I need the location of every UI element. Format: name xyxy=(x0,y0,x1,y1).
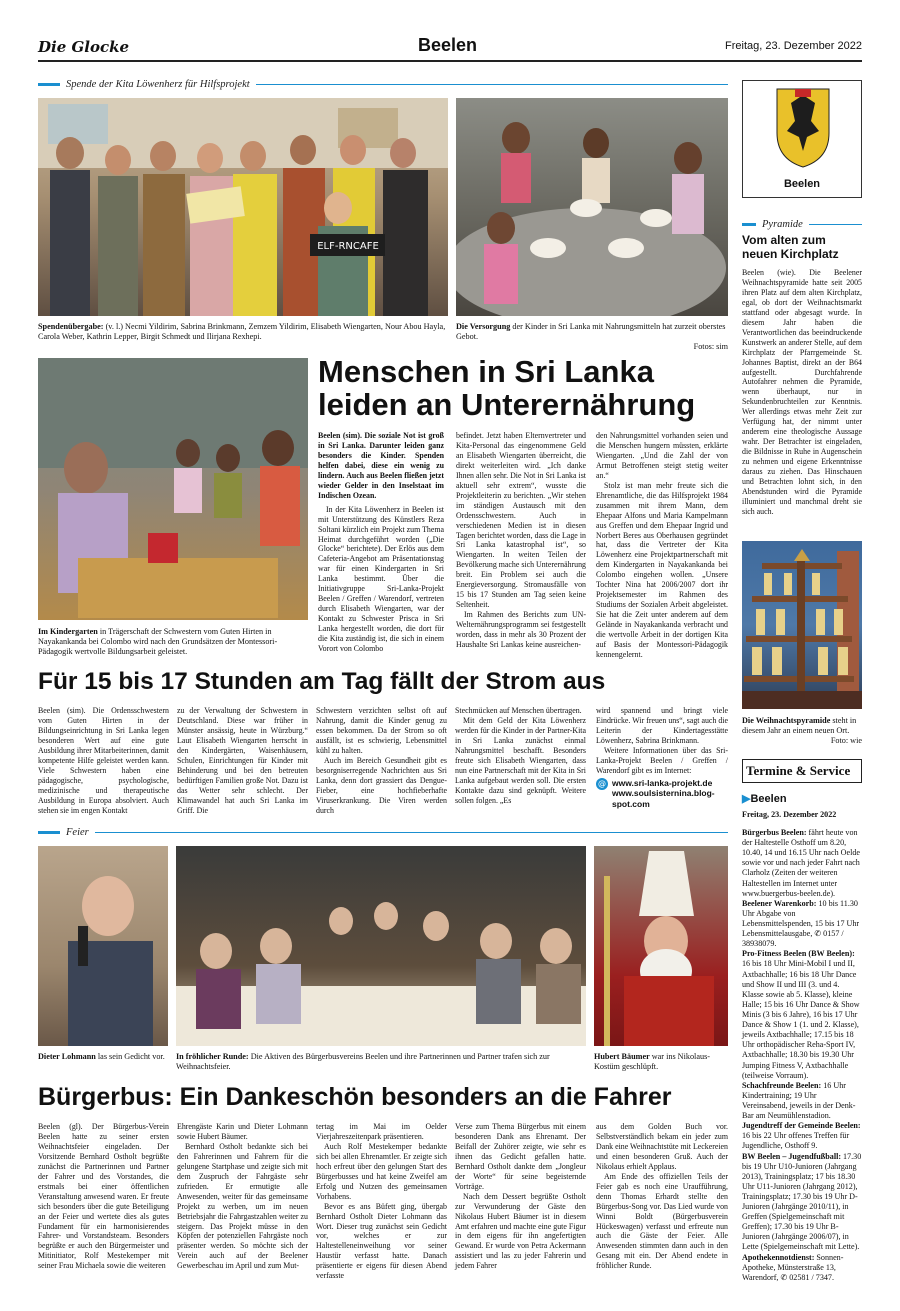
photo-kindergarten xyxy=(38,358,308,620)
headline-sri-lanka xyxy=(318,356,728,422)
caption-supply xyxy=(456,322,728,352)
photo-festive-round xyxy=(176,846,586,1046)
article3-col3-text3: Bevor es ans Büfett ging, übergab Bernhard Ostholt Dieter Lohmann das Wort. Dieser trug zunächst sein Gedicht vor, welches er zur Haltestelleneinweihung vor seiner Haustür verfasst hatte. Danach präsentierte er eigens für diesen Abend verfasste xyxy=(316,1201,447,1281)
caption-pyramid-lead: Die Weihnachtspyramide xyxy=(742,716,831,725)
article1-col1-text: In der Kita Löwenherz in Beelen ist mit Unterstützung des Künstlers Reza Soltani kürzlich ein Projekt zum Thema Heimat durchgeführt worden („Die Glocke“ berichtete). Der Erlös aus dem Cafeteria-Angebot am Präsentationstag war für einen Kindergarten in Sri Lanka bestimmt. Über die Initiativgruppe Sri-Lanka-Projekt Beelen / Greffen / Warendorf, vertreten durch Elisabeth Wiengarten, war der Kontakt zu Schwester Prisca in Sri Lanka hergestellt worden, die dort für die Kita zuständig ist, die sich in einem Vorort von Colombo xyxy=(318,504,444,654)
article3-col3-text: tertag im Mai im Oelder Vierjahreszeitenpark präsentieren. xyxy=(316,1122,447,1141)
termine-entry-lead: Pro-Fitness Beelen (BW Beelen): xyxy=(742,949,855,959)
article2-col2-text: zu der Verwaltung der Schwestern in Deutschland. Diese war früher in Münster ansässig, heute in Würzburg.“ Laut Elisabeth Wiengarten herrscht in den Kindergärten, Waisenhäusern, Schulen, Einrichtungen für Kinder mit Behinderung und bei den betreuten bedürftigen Familien große Not. Dazu ist das Wetter sehr schlecht. Der Klimawandel hat auch Sri Lanka im Griff. Die xyxy=(177,706,308,815)
caption-kindergarten-text: in Trägerschaft der Schwestern vom Guten Hirten in Nayakankanda bei Colombo wird nach den Grundsätzen der Montessori-Pädagogik wertvolle Bildungsarbeit geleistet. xyxy=(38,627,278,656)
termine-entry-lead: Jugendtreff der Gemeinde Beelen: xyxy=(742,1121,861,1131)
feier-kicker xyxy=(38,827,728,838)
article1-col2-text2: Im Rahmen des Berichts zum UN-Welternährungsprogramm sei festgestellt worden, dass in mehr als 30 Prozent der Haushalte Sri Lankas keine ausreichen- xyxy=(456,610,586,650)
coat-of-arms-box xyxy=(742,80,862,198)
termine-entry-text: Sonnen-Apotheke, Münsterstraße 13, Warendorf, ✆ 02581 / 7347. xyxy=(742,1252,844,1282)
article1-col1 xyxy=(318,431,444,654)
link-sri-lanka-projekt[interactable]: www.sri-lanka-projekt.de xyxy=(612,777,713,788)
caption-donation-text: (v. l.) Necmi Yildirim, Sabrina Brinkmann, Zemzem Yildirim, Elisabeth Wiengarten, Nour Abou Hayla, Carola Weber, Kathrin Lepper, Birgit Schmedt und Ilirjana Rexhepi. xyxy=(38,322,446,341)
termine-box xyxy=(742,759,862,783)
article2-col3-text: Schwestern verzichten selbst oft auf Nahrung, damit die Kinder genug zu essen bekommen. Da der Strom so oft ausfällt, ist es schwierig, Lebensmittel kühl zu halten. xyxy=(316,706,447,755)
link-soulsisternina[interactable]: www.soulsisternina.blog-spot.com xyxy=(612,788,715,810)
caption-festive-lead: In fröhlicher Runde: xyxy=(176,1052,249,1061)
termine-entry xyxy=(742,1152,862,1253)
caption-supply-lead: Die Versorgung xyxy=(456,322,511,331)
headline-power-outage: Für 15 bis 17 Stunden am Tag fällt der Strom aus xyxy=(38,668,606,695)
termine-entry xyxy=(742,899,862,950)
termine-entry-lead: Schachfreunde Beelen: xyxy=(742,1080,822,1090)
header-rule xyxy=(38,60,862,62)
caption-pyramid xyxy=(742,716,862,746)
article3-col5-text2: Am Ende des offiziellen Teils der Feier gab es noch eine Uraufführung, denn Thomas Erhardt stellte den Bürgerbus-Song vor. Das Lied wurde von Winni Boldt (Bürgerbusverein Hückeswagen) verfasst und erfreute nun auch die Gäste der Feier. Alle Anwesenden stimmten dann auch in den Gesang mit ein. Der Abend endete in fröhlicher Runde. xyxy=(596,1171,728,1271)
article2-col1-text: Beelen (sim). Die Ordensschwestern vom Guten Hirten in der Bildungseinrichtung in Sri Lanka legen besonderen Wert auf eine gute Ausbildung ihrer Mitarbeiterinnen, damit kompetente Hilfe geleistet werden kann. Viele Schwestern haben eine pädagogische, psychologische, medizinische und therapeutische Ausbildung in Europa absolviert. Auch stehen sie im engen Kontakt xyxy=(38,706,169,815)
caption-donation-lead: Spendenübergabe: xyxy=(38,322,104,331)
caption-lohmann-text: las sein Gedicht vor. xyxy=(95,1052,165,1061)
caption-donation xyxy=(38,322,448,342)
caption-pyramid-credit: Foto: wie xyxy=(830,736,862,745)
coat-of-arms-icon xyxy=(743,81,863,173)
article3-col2 xyxy=(177,1122,308,1271)
article3-col4-text: Verse zum Thema Bürgerbus mit einem besonderen Dank ans Ehrenamt. Der Beifall der Zuhörer zeigte, wie sehr es ihnen das Gedicht gefallen hatte. Bernhard Ostholt dankte dem „Jongleur der Worte“ für seine begeisternde Vorträge. xyxy=(455,1122,586,1191)
article2-col5-text: wird spannend und bringt viele Eindrücke. Wir freuen uns“, sagt auch die Leiterin der Kindertagesstätte Löwenherz, Sabrina Brinkmann. xyxy=(596,706,728,745)
termine-entry-text: fährt heute von der Haltestelle Osthoff um 8.20, 10.40, 14 und 16.15 Uhr nach Oelde sowie vor und nach jeder Fahrt nach Clarholz (Zeiten der weiteren Haltestellen im Internet unter www.buergerbus-beelen.de). xyxy=(742,828,861,898)
pyramide-text-body: Beelen (wie). Die Beelener Weihnachtspyramide hatte seit 2005 ihren Platz auf dem alten Kirchplatz, egal, ob dort der Weihnachtsmarkt stattfand oder abgesagt wurde. In diesem Jahr haben die Verantwortlichen das beeindruckende Kunstwerk an anderer Stelle, auf dem Kirchplatz der Pfarrgemeinde St. Johannes Baptist, direkt an der B64 aufgestellt. Durchfahrende Autofahrer nehmen die Pyramide, wenn überhaupt, nur in Sekundenbruchteilen zur Kenntnis. Wer allerdings etwas mehr Zeit zur Verfügung hat, der nimmt unter anderem eine theologische Aussage wahr. Der Betrachter ist eingeladen, die Bildnisse in Ruhe in Augenschein zu nehmen und eigene Erkenntnisse daraus zu ziehen. Das Hinschauen und Betrachten lohnt sich, in den Abendstunden wird die Pyramide illuminiert und manchmal dreht sie sich auch. xyxy=(742,268,862,516)
top-kicker xyxy=(38,79,728,90)
photo-children-eating xyxy=(456,98,728,316)
termine-entry-lead: Bürgerbus Beelen: xyxy=(742,828,807,837)
article3-col4-text2: Nach dem Dessert begrüßte Ostholt zur Verwunderung der Gäste den Nikolaus Hubert Bäumer ist in diesem Amt erfahren und machte eine gute Figur in dem eigens für ihn angefertigten Gewand. Er wurde von Petra Ackermann assistiert und las zu jeder Fahrerin und jedem Fahrer xyxy=(455,1191,586,1271)
article1-col2 xyxy=(456,431,586,650)
article2-col4 xyxy=(455,706,586,806)
article3-col5 xyxy=(596,1122,728,1271)
termine-entry-text: 16 Uhr Kindertraining; 19 Uhr Vereinsabend, jeweils in der Denk-Bar am Neumühlenstadion. xyxy=(742,1080,856,1121)
issue-date: Freitag, 23. Dezember 2022 xyxy=(725,40,862,52)
termine-entry-text: 17.30 bis 19 Uhr U10-Junioren (Jahrgang 2013), Trainingsplatz; 17 bis 18.30 Uhr U11-Junioren (Jahrgang 2012), Trainingsplatz; 17.30 bis 19 Uhr D-Junioren (Jahrgänge 2010/11), in Greffen (Spielgemeinschaft mit Greffen); 17.30 bis 19 Uhr B-Junioren (Jahrgänge 2006/07), in Lette (Spielgemeinschaft mit Lette). xyxy=(742,1151,862,1252)
caption-lohmann-lead: Dieter Lohmann xyxy=(38,1052,96,1061)
photo-sign-text: ELF-RNCAFE xyxy=(317,241,379,252)
section-title: Beelen xyxy=(418,35,478,55)
photo-donation-handover xyxy=(38,98,448,316)
caption-festive-text: Die Aktiven des Bürgerbusvereins Beelen und ihre Partnerinnen und Partner trafen sich zur Weihnachtsfeier. xyxy=(176,1052,550,1071)
termine-entry xyxy=(742,1081,862,1121)
article3-col4 xyxy=(455,1122,586,1271)
article2-col5-text2: Weitere Informationen über das Sri-Lanka-Projekt Beelen / Greffen / Warendorf gibt es im Internet: xyxy=(596,745,728,775)
termine-entry xyxy=(742,1253,862,1283)
termine-entry-lead: Apothekennotdienst: xyxy=(742,1252,815,1262)
article2-col5 xyxy=(596,706,728,810)
caption-festive xyxy=(176,1052,586,1072)
article2-col4-text2: Mit dem Geld der Kita Löwenherz werden für die Kinder in der Partner-Kita in Sri Lanka zunächst einmal Nahrungsmittel beschafft. Besonders freute sich Elisabeth Wiengarten, dass nun eine Partnerschaft mit der Kita in Sri Lanka aufgebaut werden soll. Die ersten Kontakte dazu sind geknüpft. Weitere sollen folgen. „Es xyxy=(455,715,586,805)
termine-title: Termine & Service xyxy=(746,763,851,778)
termine-entry-text: 16 bis 18 Uhr Mini-Mobil I und II, Axtbachhalle; 16 bis 18 Uhr Dance und Show II und III (3. und 4. Klasse sowie ab 5. Klasse), kleine Halle; 15 bis 16 Uhr Dance & Show Minis (3 bis 6 Jahre), 16 bis 17 Uhr Dance & Show 1 (1. und 2. Klasse), jeweils Axtbachhalle; 17.15 bis 18 Uhr orthopädischer Reha-Sport IV, Axtbachhalle; 18.30 bis 19.30 Uhr Jumping Fitness V, Axtbachhalle (teilweise Vorraum). xyxy=(742,959,860,1080)
article1-col2-text: befindet. Jetzt haben Elternvertreter und Kita-Personal das eingenommene Geld an Elisabeth Wiengarten überreicht, die direkt weiterleiten wird. „Ich danke Ihnen allen sehr. Die Not in Sri Lanka ist aktuell sehr extrem“, wusste die Projektleiterin zu berichten. „Wir stehen im ständigen Austausch mit den Ordensschwestern. Auch in verschiedenen Medien ist in diesen Tagen berichtet worden, dass die Lage in Sri Lanka katastrophal ist“, so Wiengarten. In weiten Teilen der Bevölkerung mache sich Unterernährung breit. Ein Problem sei auch die Energieversorgung. Stromausfälle von 15 bis 17 Stunden am Tag seien keine Seltenheit. xyxy=(456,431,586,610)
caption-kindergarten-lead: Im Kindergarten xyxy=(38,627,98,636)
pyramide-kicker-text: Pyramide xyxy=(762,219,803,230)
top-kicker-text: Spende der Kita Löwenherz für Hilfsprojekt xyxy=(66,79,250,90)
termine-entry-lead: Beelener Warenkorb: xyxy=(742,898,817,908)
termine-place-text: Beelen xyxy=(750,793,787,805)
article3-col2-text: Ehrengäste Karin und Dieter Lohmann sowie Hubert Bäumer. xyxy=(177,1122,308,1141)
headline-sri-lanka-line2: leiden an Unterernährung xyxy=(318,386,696,422)
termine-place xyxy=(742,792,862,805)
triangle-right-icon: ▶ xyxy=(742,793,751,805)
article1-col3-text: den Nahrungsmittel vorhanden seien und die Menschen hungern müssten, erklärte Wiengarten. „Und die Zahl der von Armut Betroffenen steigt stetig weiter an.“ xyxy=(596,431,728,480)
feier-kicker-text: Feier xyxy=(66,827,89,838)
pyramide-kicker xyxy=(742,219,862,230)
article3-col5-text: aus dem Golden Buch vor. Selbstverständlich bekam ein jeder zum Dank eine Weihnachtstüte mit Leckereien und einen besonderen Gruß. Auch der Nikolaus erhielt Applaus. xyxy=(596,1122,728,1171)
caption-kindergarten xyxy=(38,627,308,657)
headline-buergerbus: Bürgerbus: Ein Dankeschön besonders an die Fahrer xyxy=(38,1083,672,1111)
article2-col2 xyxy=(177,706,308,815)
termine-date: Freitag, 23. Dezember 2022 xyxy=(742,810,837,819)
caption-baeumer xyxy=(594,1052,728,1072)
termine-entry-lead: BW Beelen – Jugendfußball: xyxy=(742,1151,842,1161)
caption-supply-text: der Kinder in Sri Lanka mit Nahrungsmitteln hat zurzeit oberstes Gebot. xyxy=(456,322,726,341)
article1-lead: Beelen (sim). Die soziale Not ist groß in Sri Lanka. Darunter leiden ganz besonders die Kinder. Spenden helfen dabei, diese ein wenig zu lindern. Auch aus Beelen fließen jetzt wieder Gelder in den Inselstaat im Indischen Ozean. xyxy=(318,431,444,500)
photo-nikolaus xyxy=(594,846,728,1046)
article2-col3-text2: Auch im Bereich Gesundheit gibt es besorgniserregende Nachrichten aus Sri Lanka, denn dort grassiert das Dengue-Fieber, eine hochfieberhafte Viruserkrankung. Die Viren werden durch xyxy=(316,755,447,815)
termine-entry-text: 16 bis 22 Uhr offenes Treffen für Jugendliche, Osthoff 9. xyxy=(742,1131,850,1151)
article2-col1 xyxy=(38,706,169,815)
termine-entry-text: 10 bis 11.30 Uhr Abgabe von Lebensmittelspenden, 15 bis 17 Uhr Lebensmittelausgabe, ✆ 0157 / 38938079. xyxy=(742,898,860,949)
article3-col1-text: Beelen (gl). Der Bürgerbus-Verein Beelen hatte zu seiner ersten Weihnachtsfeier eingeladen. Der Vorsitzende Bernhard Ostholt begrüßte zunächst die Partnerinnen und Partner der Fahrer und des Vorstandes, die erstmals bei einer öffentlichen Veranstaltung anwesend waren. Er freute sich besonders über die gute Beteiligung an der Feier und wertete dies als gutes Fundament für ein harmonisierendes Fahrer- und Vorstandsteam. Besonders begrüßte er auch den Bürgermeister und Mitinitiator, Rolf Mestekemper mit seiner Frau Michaela sowie die weiteren xyxy=(38,1122,169,1271)
article3-col3-text2: Auch Rolf Mestekemper bedankte sich bei allen Ehrenamtler. Er zeigte sich hoch erfreut über den gelungen Start des Bürgerbusses und hat keine Zweifel am Erfolg und Nutzen des gemeinsamen Vorhabens. xyxy=(316,1141,447,1201)
photo-pyramid xyxy=(742,541,862,709)
caption-lohmann xyxy=(38,1052,168,1062)
termine-list xyxy=(742,828,862,1283)
pyramide-text xyxy=(742,268,862,517)
headline-kirchplatz: Vom alten zum neuen Kirchplatz xyxy=(742,233,839,261)
article3-col3 xyxy=(316,1122,447,1281)
termine-entry xyxy=(742,828,862,899)
headline-sri-lanka-line1: Menschen in Sri Lanka xyxy=(318,354,654,389)
article2-col3 xyxy=(316,706,447,815)
article1-col3-text2: Stolz ist man mehr freute sich die Ehrenamtliche, die das Hilfsprojekt 1984 zusammen mit ihrem Mann, dem Ehepaar Alfons und Maria Kampelmann aus Greffen und dem Ehepaar Ingrid und Norbert Beres aus Oberhausen gegründet hat, dass die Vertreter der Kita Löwenherz eine Projektpartnerschaft mit dem Kindergarten in Nayakankanda bei Colombo eingehen wollen. „Unsere Tochter Nina hat 2006/2007 dort ihr Projektsemester im Rahmen des Studiums der Sozialen Arbeit abgeleistet. Sie hat die Zeit unter anderem auf dem Gelände in Nayakankanda verbracht und die wertvolle Arbeit in der dortigen Kita auf Basis der Montessori-Pädagogik kennengelernt. xyxy=(596,480,728,659)
article3-col1 xyxy=(38,1122,169,1271)
photo-dieter-lohmann xyxy=(38,846,168,1046)
caption-baeumer-text: war ins Nikolaus-Kostüm geschlüpft. xyxy=(594,1052,710,1071)
photo-credit: Fotos: sim xyxy=(693,342,728,351)
coat-of-arms-label: Beelen xyxy=(783,178,821,190)
masthead-logo: Die Glocke xyxy=(38,38,130,56)
termine-entry xyxy=(742,949,862,1080)
termine-entry xyxy=(742,1121,862,1151)
article3-col2-text2: Bernhard Ostholt bedankte sich bei den Fahrerinnen und Fahrern für die gelungene Startphase und zeigte sich mit dem Zuspruch der Fahrgäste sehr zufrieden. Er ermutigte alle Anwesenden, weiter für das gemeinsame Projekt zu werben, um im neuen Betriebsjahr die Fahrgastzahlen weiter zu steigern. Das Projekt müsse in den Köpfen der potenziellen Fahrgäste noch präsenter werden. So möchte sich der Verein auch auf der Beelener Gewerbeschau im April und zum Mut- xyxy=(177,1141,308,1271)
article1-col3 xyxy=(596,431,728,660)
caption-pyramid-text: steht in diesem Jahr an einem neuen Ort. xyxy=(742,716,857,735)
article2-col4-text: Stechmücken auf Menschen übertragen. xyxy=(455,706,582,715)
caption-baeumer-lead: Hubert Bäumer xyxy=(594,1052,650,1061)
globe-icon: @ xyxy=(598,778,606,788)
